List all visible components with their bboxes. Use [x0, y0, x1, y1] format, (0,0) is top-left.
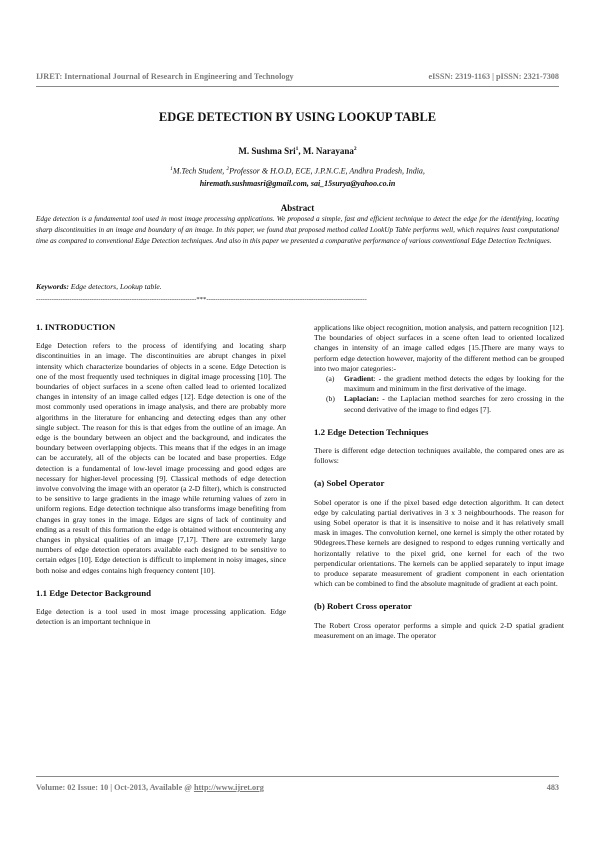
author-1: M. Sushma Sri: [238, 146, 296, 156]
left-column: [36, 322, 286, 627]
affil-mark-2: 2: [226, 166, 230, 172]
abstract-text: Edge detection is a fundamental tool used in most image processing applications. We proposed a simple, fast and efficient technique to detect the edge for the identifying, locating sharp discontinuities in an image and boundary of an image. In this paper, we found that proposed method called LookUp Table performs well, which requires least computational time as compared to conventional Edge Detection techniques. And also in this paper we presented a comparative performance of various conventional Edge Detection Techniques.: [36, 215, 559, 245]
author-1-mark: 1: [295, 146, 299, 152]
author-line: [0, 146, 595, 156]
paper-title: EDGE DETECTION BY USING LOOKUP TABLE: [158, 110, 437, 124]
abstract-heading: Abstract: [280, 203, 315, 213]
keywords-text: Edge detectors, Lookup table.: [68, 282, 162, 291]
section-separator: ------------------------------------------------------------------------***------------------------------------------------------------------------: [36, 296, 367, 303]
journal-name: IJRET: International Journal of Research in Engineering and Technology: [36, 72, 294, 81]
robert-paragraph: The Robert Cross operator performs a simple and quick 2-D spatial gradient measurement on an image. The operator: [314, 620, 564, 640]
sobel-paragraph: Sobel operator is one if the pixel based edge detection algorithm. It can detect edge by calculating partial derivatives in 3 x 3 neighbourhoods. The reason for using Sobel operator is that it is insensitive to noise and it has relatively small mask in images. The convolution kernel, one kernel is simply the other rotated by 90degrees.These kernels are designed to respond to edges running vertically and horizontally relative to the pixel grid, one kernel for each of the two perpendicular orientations. The kernels can be applied separately to input image to produce separate measurement of gradient component in each orientation which can be combined to find the absolute magnitude of gradient at each point.: [314, 497, 564, 589]
gradient-text: : - the gradient method detects the edges by looking for the maximum and minimum in the first derivative of the image.: [344, 374, 564, 394]
background-heading: 1.1 Edge Detector Background: [36, 587, 152, 598]
intro-paragraph: Edge Detection refers to the process of identifying and locating sharp discontinuities in an image. The discontinuities are abrupt changes in pixel intensity which characterize boundaries of objects in a scene. Edge Detection is one of the most frequently used techniques in digital image processing [10]. The boundaries of object surfaces in a scene often called lead to oriented localized changes in intensity of an image called edges [12]. Edge detection is one of the most commonly used operations in image analysis, and there are probably more algorithms in the literature for enhancing and detecting edges than any other single subject. The reason for this is that edges from the outline of an image. An edge is the boundary between an object and the background, and indicates the boundary between overlapping objects. This means that if the edges in an image can be accurately, all of the objects can be located and base properties. Edge detection is a fundamental of low-level image processing and good edges are necessary for higher-level processing [9]. Classical methods of edge detection involve convolving the image with an operator (a 2-D filter), which is constructed to be sensitive to large gradients in the image while returning values of zero in uniform regions. Edge detection technique also transforms image benefiting from changes in gray tones in the image. Edges are signs of lack of continuity and ending as a result of this formation the edge is obtained without encountering any changes in physical qualities of an image [7,17]. There are extremely large numbers of edge detection operators available each designed to be sensitive to certain edges [10]. Edge detection is difficult to implement in noisy images, since both noise and edges contains high frequency content [10].: [36, 341, 286, 575]
list-marker-a: (a): [326, 374, 335, 384]
author-2: M. Narayana: [302, 146, 354, 156]
continued-paragraph: applications like object recognition, motion analysis, and pattern recognition [12]. The boundaries of object surfaces in a scene often lead to oriented localized changes in intensity of an image called edges [15.]There are many ways to perform edge detection however, majority of the different method can be grouped into two major categories:-: [314, 323, 564, 373]
journal-header: [36, 72, 559, 81]
background-paragraph: Edge detection is a tool used in most image processing application. Edge detection is an important technique in: [36, 607, 286, 627]
footer-rule: [36, 776, 559, 777]
author-emails: hiremath.sushmasri@gmail.com, sai_15surya@yahoo.co.in: [199, 179, 396, 188]
laplacian-label: Laplacian:: [344, 394, 380, 404]
list-item-gradient: [326, 374, 564, 394]
keywords-line: [36, 282, 559, 291]
keywords-label: Keywords:: [36, 282, 69, 291]
gradient-label: Gradient: [344, 374, 374, 384]
techniques-paragraph: There is different edge detection techniques available, the compared ones are as follows:: [314, 446, 564, 466]
header-rule: [36, 86, 559, 87]
list-item-laplacian: [326, 394, 564, 414]
affil-mark-1: 1: [170, 166, 173, 172]
page-number: 483: [546, 783, 559, 792]
footer-volume: [36, 783, 264, 792]
laplacian-text: - the Laplacian method searches for zero crossing in the second derivative of the image to find edges [7].: [344, 394, 564, 414]
robert-heading: (b) Robert Cross operator: [314, 601, 412, 612]
author-separator: ,: [298, 146, 303, 156]
journal-issn: eISSN: 2319-1163 | pISSN: 2321-7308: [428, 72, 559, 81]
affiliation-line: [0, 166, 595, 176]
list-marker-b: (b): [326, 394, 335, 404]
affil-part-2: Professor & H.O.D, ECE, J.P.N.C.E, Andhra Pradesh, India,: [229, 166, 425, 176]
sobel-heading: (a) Sobel Operator: [314, 478, 385, 489]
page-footer: [36, 783, 559, 792]
intro-heading: 1. INTRODUCTION: [36, 322, 116, 332]
affil-part-1: M.Tech Student,: [172, 166, 227, 176]
author-2-mark: 2: [353, 146, 357, 152]
techniques-heading: 1.2 Edge Detection Techniques: [314, 426, 429, 437]
footer-volume-text: Volume: 02 Issue: 10 | Oct-2013, Available @: [36, 783, 194, 792]
journal-link[interactable]: http://www.ijret.org: [193, 783, 264, 792]
right-column: [314, 323, 564, 641]
